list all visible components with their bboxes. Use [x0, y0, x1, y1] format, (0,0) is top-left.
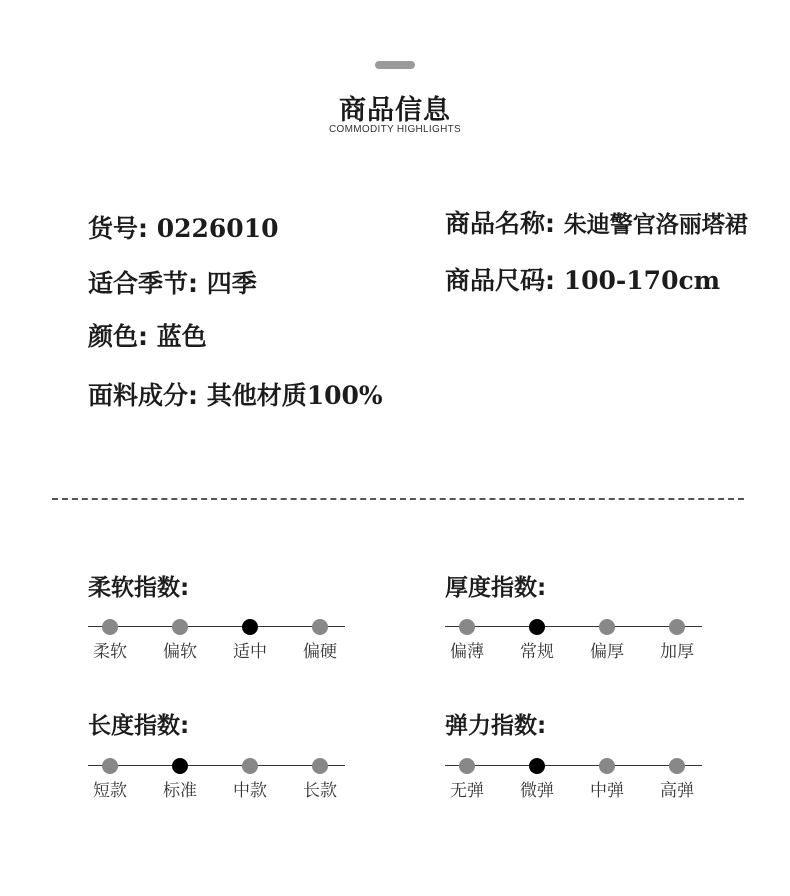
scale-option-label: 偏硬 — [303, 642, 337, 662]
scale-dot — [102, 758, 118, 774]
scale-line — [445, 626, 702, 627]
scale-dot — [242, 758, 258, 774]
scale-option-label: 长款 — [303, 781, 337, 801]
spec-color-key: 颜色: — [88, 322, 148, 351]
dashed-divider — [52, 498, 744, 500]
elasticity-scale — [445, 755, 705, 815]
softness-title: 柔软指数: — [88, 575, 190, 601]
spec-name — [445, 204, 748, 240]
spec-fabric — [88, 376, 383, 412]
scale-line — [445, 765, 702, 766]
scale-line — [88, 765, 345, 766]
scale-option-label: 中款 — [233, 781, 267, 801]
spec-fabric-key: 面料成分: — [88, 381, 198, 410]
scale-dot — [599, 758, 615, 774]
thickness-scale — [445, 616, 705, 676]
spec-season-value: 四季 — [206, 269, 257, 298]
spec-fabric-value: 其他材质100% — [206, 381, 383, 410]
scale-option-label: 偏软 — [163, 642, 197, 662]
spec-season-key: 适合季节: — [88, 269, 198, 298]
spec-item-no-value: 0226010 — [156, 214, 279, 243]
selected-scale-dot — [172, 758, 188, 774]
scale-option-label: 偏薄 — [450, 642, 484, 662]
scale-dot — [312, 758, 328, 774]
thickness-title: 厚度指数: — [445, 575, 547, 601]
page-subtitle: COMMODITY HIGHLIGHTS — [329, 124, 461, 135]
spec-size — [445, 261, 720, 297]
selected-scale-dot — [242, 619, 258, 635]
spec-color — [88, 317, 207, 353]
scale-dot — [669, 619, 685, 635]
spec-size-value: 100-170cm — [563, 266, 721, 295]
scale-option-label: 标准 — [163, 781, 197, 801]
softness-scale — [88, 616, 348, 676]
scale-dot — [669, 758, 685, 774]
scale-line — [88, 626, 345, 627]
scale-option-label: 适中 — [233, 642, 267, 662]
spec-item-no-key: 货号: — [88, 214, 148, 243]
spec-name-value: 朱迪警官洛丽塔裙 — [563, 211, 748, 238]
scale-option-label: 无弹 — [450, 781, 484, 801]
spec-size-key: 商品尺码: — [445, 266, 555, 295]
spec-color-value: 蓝色 — [156, 322, 207, 351]
length-scale — [88, 755, 348, 815]
scale-dot — [459, 619, 475, 635]
scale-option-label: 高弹 — [660, 781, 694, 801]
scale-dot — [172, 619, 188, 635]
scale-option-label: 微弹 — [520, 781, 554, 801]
elasticity-title: 弹力指数: — [445, 713, 547, 739]
spec-item-no — [88, 209, 278, 245]
spec-season — [88, 264, 257, 300]
top-handle-bar — [375, 61, 415, 69]
spec-name-key: 商品名称: — [445, 209, 555, 238]
scale-option-label: 偏厚 — [590, 642, 624, 662]
scale-option-label: 中弹 — [590, 781, 624, 801]
selected-scale-dot — [529, 758, 545, 774]
scale-option-label: 短款 — [93, 781, 127, 801]
selected-scale-dot — [529, 619, 545, 635]
length-title: 长度指数: — [88, 713, 190, 739]
scale-dot — [459, 758, 475, 774]
page-title: 商品信息 — [339, 95, 451, 126]
scale-option-label: 加厚 — [660, 642, 694, 662]
scale-option-label: 柔软 — [93, 642, 127, 662]
scale-dot — [102, 619, 118, 635]
scale-dot — [599, 619, 615, 635]
scale-option-label: 常规 — [520, 642, 554, 662]
scale-dot — [312, 619, 328, 635]
